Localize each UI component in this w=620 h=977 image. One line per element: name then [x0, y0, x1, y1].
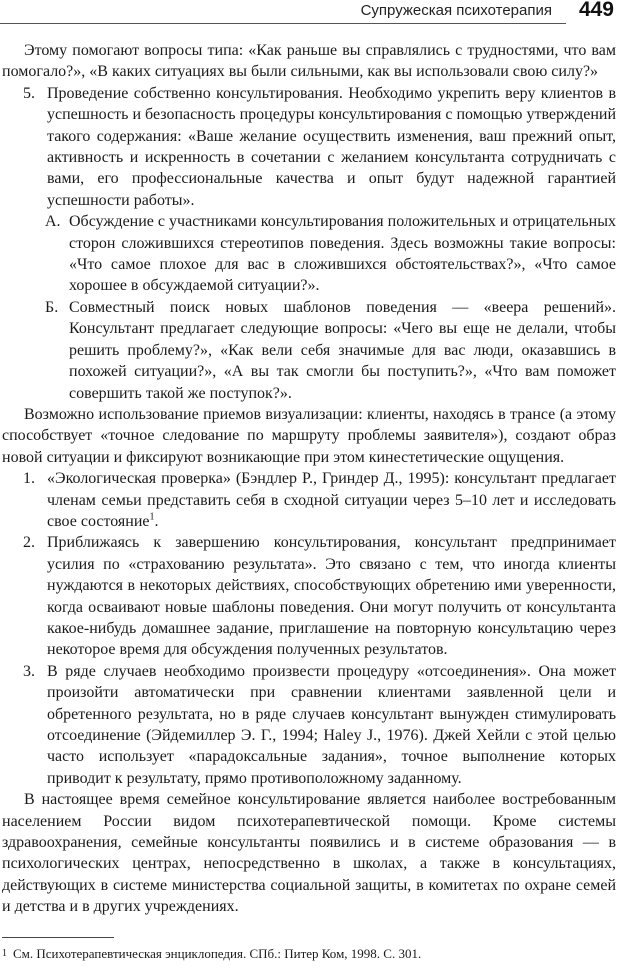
- closing-paragraph: В настоящее время семейное консультирование является наиболее востребованным населением России видом психотерапевтической помощи. Кроме системы здравоохранения, семейные консультанты появились и в системе образования — в психологических центрах, непосредственно в школах, а также в консультациях, действующих в системе министерства социальной защиты, в комитетах по охране семей и детства и в других учреждениях.: [2, 791, 616, 916]
- numbered-item-1: [2, 468, 616, 532]
- list-item-text: В ряде случаев необходимо произвести процедуру «отсоединения». Она может произойти автоматически при сравнении клиентами заявленной цели и обретенного результата, но в ряде случаев консультант вынужден стимулировать отсоединение (Эйдемиллер Э. Г., 1994; Haley J., 1976). Джей Хейли с этой целью часто использует «парадоксальные задания», точное выполнение которых приводит к результату, прямо противоположному заданному.: [47, 662, 616, 787]
- list-marker: 5.: [23, 84, 35, 102]
- header-title: Супружеская психотерапия: [360, 2, 552, 19]
- list-item-text: Приближаясь к завершению консультирования, консультант предпринимает усилия по «страхованию результата». Это связано с тем, что иногда клиенты нуждаются в некоторых действиях, способствующих обретению ими уверенности, когда осваивают новые шаблоны поведения. Они могут получить от консультанта какое-нибудь домашнее задание, приглашение на повторную консультацию через некоторое время для обсуждения полученных результатов.: [47, 534, 616, 659]
- page-body: [2, 40, 616, 918]
- visualization-paragraph: Возможно использование приемов визуализации: клиенты, находясь в трансе (а этому способствует «точное следование по маршруту проблемы заявителя»), создают образ новой ситуации и фиксируют возникающие при этом кинестетические ощущения.: [2, 405, 616, 466]
- sub-marker: Б.: [45, 298, 59, 316]
- list-item-text: Проведение собственно консультирования. Необходимо укрепить веру клиентов в успешность и безопасность процедуры консультирования с помощью утверждений такого содержания: «Ваше желание осуществить изменения, ваш прежний опыт, активность и искренность в сочетании с желанием консультанта сотрудничать с вами, его профессиональные качества и опыт будут надежной гарантией успешности работы».: [47, 84, 616, 209]
- running-header: [0, 0, 620, 24]
- intro-paragraph: Этому помогают вопросы типа: «Как раньше вы справлялись с трудностями, что вам помогало?», «В каких ситуациях вы были сильными, как вы использовали свою силу?»: [2, 42, 616, 81]
- list-item-5: [2, 83, 616, 211]
- list-item-body: «Экологическая проверка» (Бэндлер Р., Гриндер Д., 1995): консультант предлагает членам семьи представить себя в сходной ситуации через 5–10 лет и исследовать свое состояние: [47, 470, 616, 530]
- sub-item-text: Обсуждение с участниками консультирования положительных и отрицательных сторон сложившихся стереотипов поведения. Здесь возможны такие вопросы: «Что самое плохое для вас в сложившихся обстоятельствах?», «Что самое хорошее в обсуждаемой ситуации?».: [69, 213, 616, 295]
- sub-marker: А.: [45, 213, 61, 231]
- numbered-item-2: [2, 532, 616, 660]
- footnote-marker: 1: [2, 948, 7, 959]
- list-marker: 2.: [23, 534, 35, 552]
- list-marker: 3.: [23, 662, 35, 680]
- footnote-reference: 1: [149, 511, 155, 523]
- sub-item-text: Совместный поиск новых шаблонов поведения — «веера решений». Консультант предлагает следующие вопросы: «Чего вы еще не делали, чтобы решить проблему?», «Как вели себя значимые для вас люди, оказавшись в похожей ситуации?», «А вы так смогли бы поступить?», «Что вам поможет совершить такой же поступок?».: [69, 298, 616, 402]
- footnote-rule: [2, 937, 114, 938]
- footnote: [2, 946, 616, 962]
- footnote-text: См. Психотерапевтическая энциклопедия. СПб.: Питер Ком, 1998. С. 301.: [13, 946, 422, 961]
- header-rule: [0, 23, 566, 24]
- list-item-text: «Экологическая проверка» (Бэндлер Р., Гриндер Д., 1995): консультант предлагает членам семьи представить себя в сходной ситуации через 5–10 лет и исследовать свое состояние$^1$.: [47, 470, 616, 530]
- page-number: 449: [578, 0, 614, 21]
- sub-item-a: [2, 211, 616, 297]
- numbered-item-3: [2, 661, 616, 789]
- sub-item-b: [2, 297, 616, 404]
- list-marker: 1.: [23, 470, 35, 488]
